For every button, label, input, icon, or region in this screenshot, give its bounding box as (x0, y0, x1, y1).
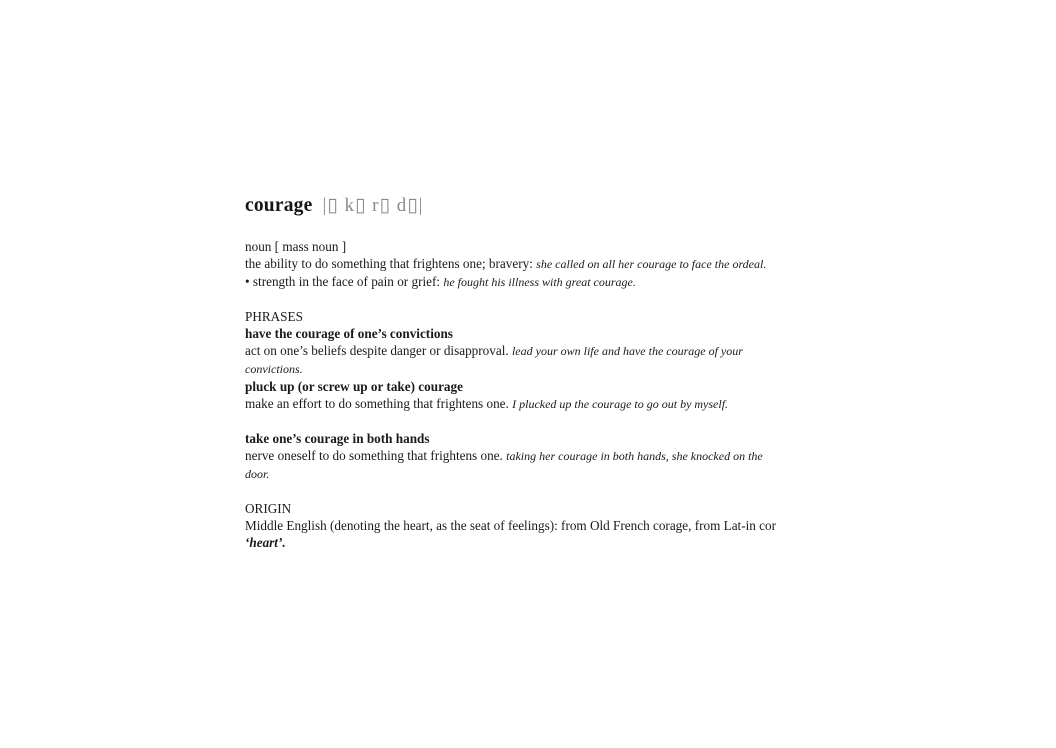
origin-heading: ORIGIN (245, 501, 292, 516)
part-of-speech: noun [ mass noun ] (245, 239, 347, 254)
sense-1-example: she called on all her courage to face the ordeal. (536, 257, 767, 271)
phrase-term: pluck up (or screw up or take) courage (245, 379, 463, 394)
origin-gloss: ‘heart’. (245, 535, 286, 550)
sense-2-definition: • strength in the face of pain or grief: (245, 274, 444, 289)
sense-2-example: he fought his illness with great courage. (443, 275, 636, 289)
sense-1-definition: the ability to do something that frightens one; bravery: (245, 256, 537, 271)
phrase-example: I plucked up the courage to go out by myself. (512, 397, 729, 411)
origin-text (245, 517, 785, 551)
sense-1 (245, 255, 785, 273)
sense-2 (245, 273, 785, 291)
phrase-term: have the courage of one’s convictions (245, 326, 453, 341)
phrase-definition (245, 447, 785, 483)
phrase-definition-text: nerve oneself to do something that frightens one. (245, 448, 507, 463)
phrase-definition-text: act on one’s beliefs despite danger or disapproval. (245, 343, 512, 358)
phrase-term: take one’s courage in both hands (245, 431, 430, 446)
phrase-spacer (245, 413, 785, 430)
phrase-definition (245, 395, 785, 413)
phrase-example: lead your own life and have the courage of your convictions. (245, 344, 743, 376)
phrase-definition (245, 342, 785, 378)
phrase-definition-text: make an effort to do something that frightens one. (245, 396, 513, 411)
pronunciation: |▯ k▯ r▯ d▯| (322, 195, 424, 216)
phrase-example: taking her courage in both hands, she knocked on the door. (245, 449, 763, 481)
headword: courage (245, 195, 313, 216)
phrases-heading: PHRASES (245, 309, 303, 324)
dictionary-entry (245, 197, 785, 551)
entry-header (245, 197, 785, 225)
origin-etymology: Middle English (denoting the heart, as the seat of feelings): from Old French corage, from Lat-in cor (245, 518, 776, 533)
